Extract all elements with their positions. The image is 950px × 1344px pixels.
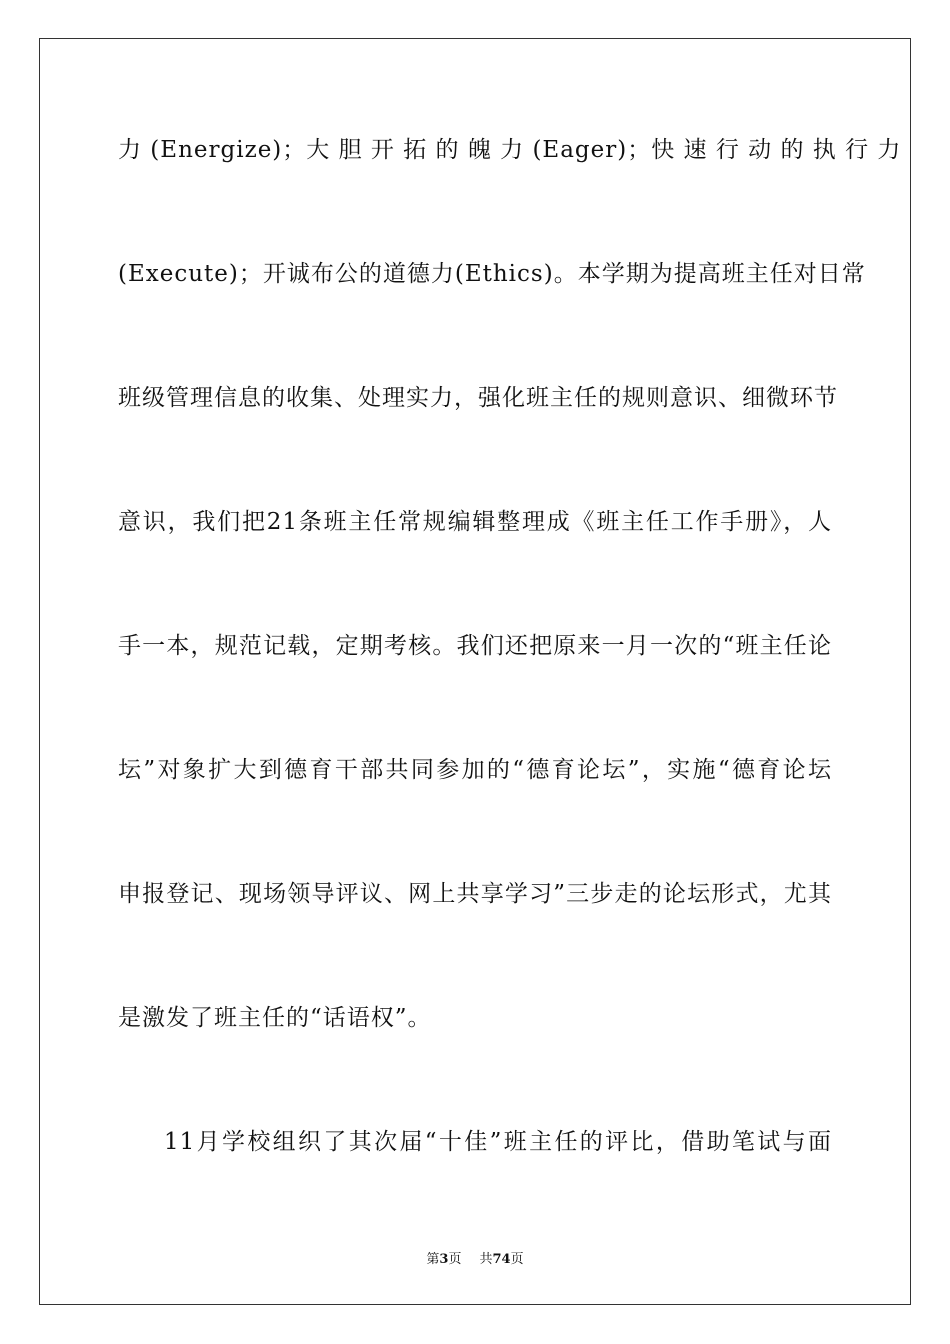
paragraph-start-line: 11月学校组织了其次届“十佳”班主任的评比，借助笔试与面 xyxy=(164,1129,832,1155)
page-prefix: 第 xyxy=(426,1252,440,1267)
text-line: 力 (Energize)；大 胆 开 拓 的 魄 力 (Eager)；快 速 行 动 的 执 行 力 xyxy=(118,137,902,163)
text-line: 手一本，规范记载，定期考核。我们还把原来一月一次的“班主任论 xyxy=(118,633,832,659)
page-number: 3 xyxy=(439,1252,449,1267)
page-footer xyxy=(0,1248,950,1267)
paragraph-end-line: 是激发了班主任的“话语权”。 xyxy=(118,1005,432,1031)
page-suffix: 页 xyxy=(448,1252,462,1267)
total-pages: 74 xyxy=(492,1252,511,1267)
text-line: 申报登记、现场领导评议、网上共享学习”三步走的论坛形式，尤其 xyxy=(118,881,832,907)
document-body xyxy=(118,118,902,1234)
text-line: (Execute)；开诚布公的道德力(Ethics)。本学期为提高班主任对日常 xyxy=(118,261,866,287)
text-line: 意识，我们把21条班主任常规编辑整理成《班主任工作手册》，人 xyxy=(118,509,832,535)
total-prefix: 共 xyxy=(479,1252,493,1267)
total-suffix: 页 xyxy=(510,1252,524,1267)
text-line: 坛”对象扩大到德育干部共同参加的“德育论坛”，实施“德育论坛 xyxy=(118,757,832,783)
text-line: 班级管理信息的收集、处理实力，强化班主任的规则意识、细微环节 xyxy=(118,385,838,411)
